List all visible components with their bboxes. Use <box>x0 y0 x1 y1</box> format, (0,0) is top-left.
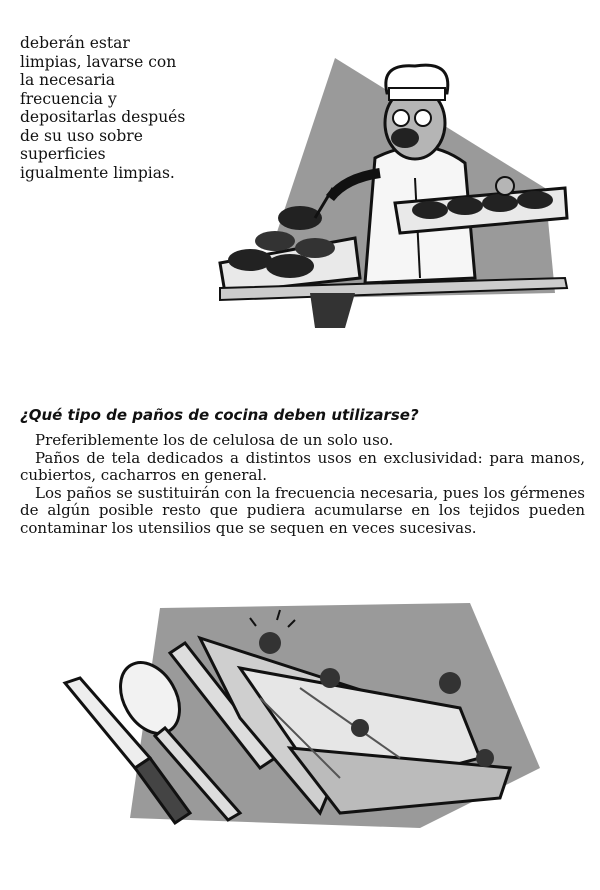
section-body <box>20 432 585 537</box>
paragraph-3: Los paños se sustituirán con la frecuencia necesaria, pues los gérmenes de algún posible resto que pudiera acumularse en los tejidos pueden contaminar los utensilios que se sequen en veces sucesivas. <box>20 483 585 537</box>
chef-illustration <box>215 38 580 328</box>
intro-paragraph: deberán estar limpias, lavarse con la necesaria frecuencia y depositarlas después de su uso sobre superficies igualmente limpias. <box>20 34 186 182</box>
paragraph-2: Paños de tela dedicados a distintos usos en exclusividad: para manos, cubiertos, cacharros en general. <box>20 448 585 484</box>
paragraph-1: Preferiblemente los de celulosa de un solo uso. <box>35 431 394 449</box>
section-heading: ¿Qué tipo de paños de cocina deben utilizarse? <box>20 406 419 424</box>
cloths-illustration <box>40 598 560 848</box>
